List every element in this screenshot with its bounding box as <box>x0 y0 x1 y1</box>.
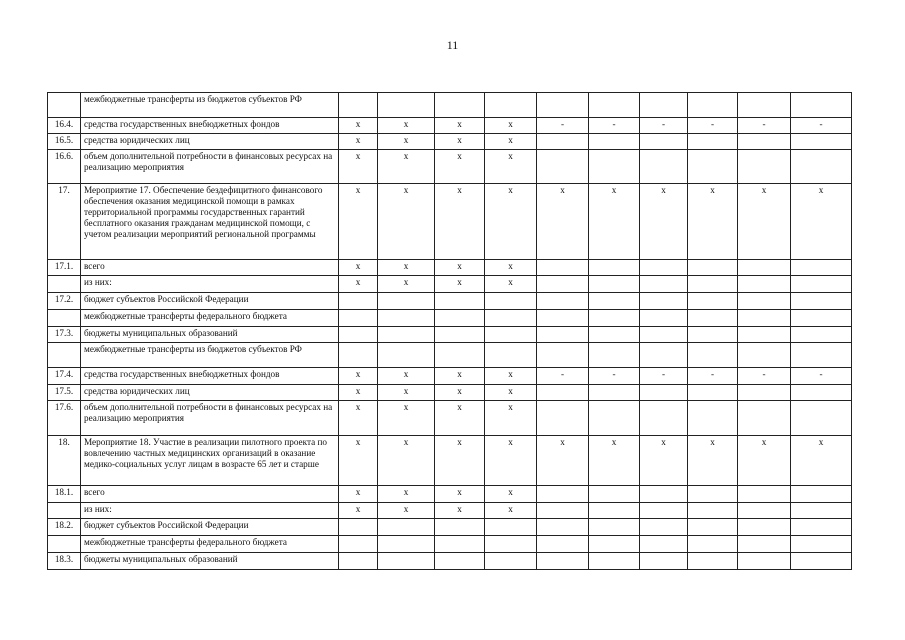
value-cell <box>435 343 485 368</box>
value-cell <box>640 503 688 519</box>
table-row <box>48 343 852 368</box>
value-cell: х <box>378 503 435 519</box>
table-row <box>48 93 852 118</box>
value-cell <box>589 536 640 553</box>
value-cell: х <box>339 118 378 134</box>
row-number: 16.4. <box>48 118 81 134</box>
value-cell <box>791 276 852 293</box>
value-cell: х <box>435 368 485 385</box>
value-cell <box>640 260 688 276</box>
value-cell: х <box>378 486 435 503</box>
value-cell: х <box>485 184 537 260</box>
value-cell <box>485 343 537 368</box>
value-cell: х <box>435 184 485 260</box>
table-row <box>48 260 852 276</box>
row-description: бюджет субъектов Российской Федерации <box>81 293 339 310</box>
value-cell <box>688 553 738 570</box>
value-cell <box>537 276 589 293</box>
value-cell <box>791 134 852 150</box>
value-cell <box>688 519 738 536</box>
value-cell: х <box>485 385 537 401</box>
row-description: межбюджетные трансферты федерального бюджета <box>81 310 339 327</box>
value-cell <box>791 503 852 519</box>
value-cell: х <box>378 401 435 436</box>
row-number: 18.2. <box>48 519 81 536</box>
value-cell <box>537 293 589 310</box>
value-cell <box>688 385 738 401</box>
value-cell <box>339 553 378 570</box>
row-number: 17.4. <box>48 368 81 385</box>
value-cell <box>688 327 738 343</box>
value-cell <box>640 93 688 118</box>
value-cell <box>339 343 378 368</box>
value-cell <box>589 310 640 327</box>
value-cell <box>589 401 640 436</box>
row-number <box>48 503 81 519</box>
row-number: 17. <box>48 184 81 260</box>
value-cell <box>378 519 435 536</box>
table-row <box>48 368 852 385</box>
table-row <box>48 553 852 570</box>
value-cell <box>688 310 738 327</box>
value-cell <box>640 343 688 368</box>
value-cell: х <box>435 118 485 134</box>
row-number: 17.3. <box>48 327 81 343</box>
value-cell: х <box>435 401 485 436</box>
value-cell <box>640 310 688 327</box>
value-cell <box>435 519 485 536</box>
value-cell <box>738 276 791 293</box>
table-row <box>48 276 852 293</box>
table-row <box>48 503 852 519</box>
value-cell <box>589 327 640 343</box>
value-cell <box>589 553 640 570</box>
row-description: межбюджетные трансферты из бюджетов субъектов РФ <box>81 343 339 368</box>
table-row <box>48 486 852 503</box>
value-cell: - <box>589 118 640 134</box>
value-cell <box>738 134 791 150</box>
value-cell <box>738 536 791 553</box>
value-cell: х <box>339 276 378 293</box>
row-description: средства юридических лиц <box>81 134 339 150</box>
value-cell <box>791 553 852 570</box>
value-cell: х <box>537 436 589 486</box>
value-cell: х <box>339 503 378 519</box>
value-cell: х <box>485 260 537 276</box>
value-cell <box>485 293 537 310</box>
row-number <box>48 276 81 293</box>
value-cell <box>435 293 485 310</box>
table-body <box>48 93 852 570</box>
row-number: 18.1. <box>48 486 81 503</box>
row-description: средства государственных внебюджетных фондов <box>81 118 339 134</box>
row-description: Мероприятие 18. Участие в реализации пилотного проекта по вовлечению частных медицинских организаций в оказание медико-социальных услуг лицам в возрасте 65 лет и старше <box>81 436 339 486</box>
value-cell <box>791 293 852 310</box>
value-cell <box>738 503 791 519</box>
row-number: 17.2. <box>48 293 81 310</box>
value-cell <box>537 401 589 436</box>
value-cell: х <box>378 134 435 150</box>
value-cell: х <box>339 134 378 150</box>
value-cell <box>791 93 852 118</box>
value-cell: - <box>791 368 852 385</box>
value-cell <box>738 93 791 118</box>
value-cell <box>688 293 738 310</box>
row-description: средства юридических лиц <box>81 385 339 401</box>
value-cell: х <box>378 368 435 385</box>
row-description: бюджет субъектов Российской Федерации <box>81 519 339 536</box>
value-cell <box>688 276 738 293</box>
value-cell: - <box>537 118 589 134</box>
value-cell: - <box>738 118 791 134</box>
value-cell: х <box>738 436 791 486</box>
value-cell: х <box>339 401 378 436</box>
value-cell: х <box>485 401 537 436</box>
value-cell <box>485 327 537 343</box>
value-cell: - <box>688 118 738 134</box>
value-cell <box>688 93 738 118</box>
value-cell <box>738 310 791 327</box>
value-cell: х <box>339 436 378 486</box>
value-cell <box>688 401 738 436</box>
row-number <box>48 343 81 368</box>
value-cell <box>589 519 640 536</box>
table-row <box>48 150 852 184</box>
value-cell <box>589 385 640 401</box>
value-cell <box>537 343 589 368</box>
value-cell <box>537 327 589 343</box>
table-row <box>48 536 852 553</box>
value-cell <box>537 150 589 184</box>
value-cell <box>738 343 791 368</box>
value-cell: х <box>435 150 485 184</box>
value-cell <box>378 327 435 343</box>
value-cell <box>339 93 378 118</box>
value-cell: х <box>339 486 378 503</box>
value-cell <box>485 310 537 327</box>
value-cell: х <box>688 184 738 260</box>
row-description: объем дополнительной потребности в финансовых ресурсах на реализацию мероприятия <box>81 150 339 184</box>
value-cell <box>688 150 738 184</box>
value-cell <box>435 310 485 327</box>
value-cell: х <box>589 184 640 260</box>
value-cell: х <box>485 503 537 519</box>
row-number: 17.1. <box>48 260 81 276</box>
value-cell <box>738 519 791 536</box>
row-number: 16.5. <box>48 134 81 150</box>
value-cell <box>339 310 378 327</box>
value-cell: х <box>378 436 435 486</box>
value-cell: - <box>738 368 791 385</box>
value-cell <box>537 93 589 118</box>
value-cell <box>738 385 791 401</box>
value-cell <box>589 150 640 184</box>
value-cell: х <box>485 368 537 385</box>
row-description: из них: <box>81 503 339 519</box>
value-cell <box>688 503 738 519</box>
row-number: 18. <box>48 436 81 486</box>
value-cell <box>688 343 738 368</box>
value-cell <box>688 260 738 276</box>
value-cell <box>589 93 640 118</box>
page-number: 11 <box>446 38 459 52</box>
row-number: 17.6. <box>48 401 81 436</box>
table-row <box>48 184 852 260</box>
value-cell <box>589 276 640 293</box>
value-cell <box>791 401 852 436</box>
value-cell <box>791 385 852 401</box>
table-row <box>48 327 852 343</box>
value-cell: х <box>435 134 485 150</box>
table-row <box>48 118 852 134</box>
value-cell <box>791 150 852 184</box>
row-number <box>48 310 81 327</box>
value-cell <box>537 553 589 570</box>
value-cell <box>791 486 852 503</box>
value-cell: х <box>435 486 485 503</box>
value-cell <box>640 327 688 343</box>
value-cell <box>589 343 640 368</box>
value-cell: х <box>589 436 640 486</box>
value-cell <box>378 553 435 570</box>
row-description: бюджеты муниципальных образований <box>81 327 339 343</box>
value-cell <box>589 134 640 150</box>
value-cell: х <box>378 276 435 293</box>
value-cell: х <box>640 184 688 260</box>
value-cell: х <box>435 276 485 293</box>
value-cell: - <box>640 118 688 134</box>
value-cell <box>537 134 589 150</box>
budget-table <box>47 92 852 570</box>
row-description: всего <box>81 260 339 276</box>
value-cell: х <box>688 436 738 486</box>
value-cell <box>537 503 589 519</box>
row-description: бюджеты муниципальных образований <box>81 553 339 570</box>
value-cell <box>378 93 435 118</box>
value-cell <box>537 310 589 327</box>
value-cell <box>688 134 738 150</box>
value-cell <box>688 486 738 503</box>
value-cell <box>589 503 640 519</box>
row-description: межбюджетные трансферты из бюджетов субъектов РФ <box>81 93 339 118</box>
value-cell <box>485 93 537 118</box>
row-number <box>48 93 81 118</box>
value-cell: х <box>640 436 688 486</box>
value-cell <box>378 343 435 368</box>
table-row <box>48 310 852 327</box>
table-row <box>48 436 852 486</box>
value-cell: х <box>485 436 537 486</box>
value-cell <box>435 553 485 570</box>
value-cell <box>589 260 640 276</box>
value-cell <box>738 401 791 436</box>
value-cell <box>339 293 378 310</box>
value-cell <box>589 486 640 503</box>
value-cell: х <box>485 276 537 293</box>
value-cell <box>640 553 688 570</box>
value-cell <box>738 486 791 503</box>
value-cell: - <box>537 368 589 385</box>
value-cell <box>791 260 852 276</box>
value-cell: - <box>640 368 688 385</box>
table-row <box>48 293 852 310</box>
value-cell: х <box>339 385 378 401</box>
value-cell: х <box>378 260 435 276</box>
value-cell <box>485 553 537 570</box>
value-cell <box>378 536 435 553</box>
row-description: межбюджетные трансферты федерального бюджета <box>81 536 339 553</box>
value-cell <box>791 536 852 553</box>
value-cell <box>791 519 852 536</box>
value-cell: х <box>485 134 537 150</box>
value-cell: х <box>339 368 378 385</box>
row-description: средства государственных внебюджетных фондов <box>81 368 339 385</box>
value-cell <box>339 536 378 553</box>
value-cell <box>640 486 688 503</box>
value-cell: х <box>435 260 485 276</box>
value-cell <box>589 293 640 310</box>
value-cell: х <box>435 436 485 486</box>
value-cell: х <box>485 118 537 134</box>
value-cell: х <box>339 184 378 260</box>
value-cell <box>640 385 688 401</box>
table-row <box>48 519 852 536</box>
value-cell <box>485 519 537 536</box>
value-cell <box>435 93 485 118</box>
value-cell <box>339 327 378 343</box>
value-cell: х <box>378 150 435 184</box>
value-cell <box>339 519 378 536</box>
value-cell <box>537 486 589 503</box>
row-description: объем дополнительной потребности в финансовых ресурсах на реализацию мероприятия <box>81 401 339 436</box>
value-cell: - <box>791 118 852 134</box>
value-cell <box>485 536 537 553</box>
value-cell: х <box>791 436 852 486</box>
value-cell <box>640 293 688 310</box>
table-row <box>48 401 852 436</box>
row-description: из них: <box>81 276 339 293</box>
value-cell: х <box>378 184 435 260</box>
row-description: всего <box>81 486 339 503</box>
value-cell <box>738 150 791 184</box>
value-cell: х <box>435 385 485 401</box>
value-cell: - <box>589 368 640 385</box>
value-cell <box>537 536 589 553</box>
value-cell: х <box>791 184 852 260</box>
row-description: Мероприятие 17. Обеспечение бездефицитного финансового обеспечения оказания медицинской помощи в рамках территориальной программы государственных гарантий бесплатного оказания гражданам медицинской помощи, с учетом реализации мероприятий региональной программы <box>81 184 339 260</box>
value-cell: х <box>339 260 378 276</box>
value-cell <box>435 536 485 553</box>
value-cell: - <box>688 368 738 385</box>
value-cell <box>791 343 852 368</box>
value-cell <box>640 519 688 536</box>
value-cell <box>537 260 589 276</box>
value-cell <box>640 401 688 436</box>
value-cell <box>640 536 688 553</box>
value-cell <box>640 276 688 293</box>
value-cell <box>640 134 688 150</box>
table-row <box>48 134 852 150</box>
value-cell <box>537 519 589 536</box>
value-cell <box>791 310 852 327</box>
value-cell: х <box>537 184 589 260</box>
row-number: 18.3. <box>48 553 81 570</box>
value-cell: х <box>435 503 485 519</box>
value-cell <box>537 385 589 401</box>
value-cell <box>738 553 791 570</box>
value-cell: х <box>378 118 435 134</box>
value-cell <box>791 327 852 343</box>
value-cell <box>378 310 435 327</box>
table-row <box>48 385 852 401</box>
value-cell <box>378 293 435 310</box>
value-cell <box>738 260 791 276</box>
value-cell: х <box>485 486 537 503</box>
row-number: 17.5. <box>48 385 81 401</box>
value-cell <box>688 536 738 553</box>
value-cell <box>640 150 688 184</box>
value-cell <box>738 327 791 343</box>
value-cell: х <box>378 385 435 401</box>
value-cell: х <box>738 184 791 260</box>
value-cell <box>738 293 791 310</box>
value-cell <box>435 327 485 343</box>
row-number: 16.6. <box>48 150 81 184</box>
value-cell: х <box>485 150 537 184</box>
value-cell: х <box>339 150 378 184</box>
row-number <box>48 536 81 553</box>
